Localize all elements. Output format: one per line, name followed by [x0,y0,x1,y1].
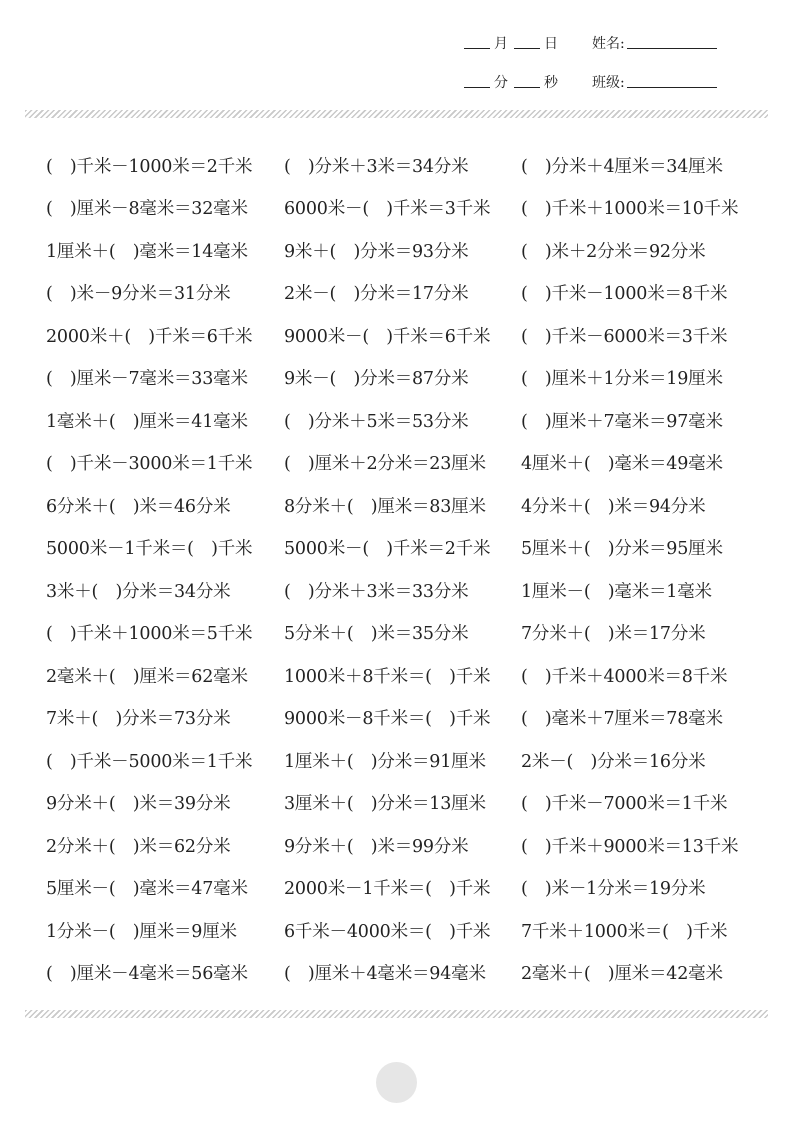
problem-item: 2000米－1千米＝( )千米 [284,879,491,900]
problem-item: ( )分米＋3米＝33分米 [284,581,469,602]
problem-item: 9分米＋( )米＝39分米 [46,794,231,815]
problem-grid [46,144,756,994]
problem-item: ( )千米＋1000米＝10千米 [521,199,739,220]
minute-label: 分 [494,75,508,91]
problem-item: ( )分米＋3米＝34分米 [284,156,469,177]
second-blank[interactable] [514,77,540,88]
worksheet-header [0,0,793,110]
problem-item: 5厘米－( )毫米＝47毫米 [46,879,248,900]
problem-item: ( )千米－1000米＝2千米 [46,156,253,177]
problem-item: 7千米＋1000米＝( )千米 [521,921,728,942]
problem-item: 1厘米－( )毫米＝1毫米 [521,581,712,602]
problem-item: 2米－( )分米＝16分米 [521,751,706,772]
problem-item: 9米－( )分米＝87分米 [284,369,469,390]
top-divider [25,110,768,118]
problem-item: 6千米－4000米＝( )千米 [284,921,491,942]
problem-item: 5000米－( )千米＝2千米 [284,539,491,560]
problem-row [46,654,756,697]
problem-row [46,272,756,315]
problem-row [46,867,756,910]
problem-item: ( )米＋2分米＝92分米 [521,241,706,262]
problem-item: 1000米＋8千米＝( )千米 [284,666,491,687]
problem-item: 9000米－( )千米＝6千米 [284,326,491,347]
problem-item: 3厘米＋( )分米＝13厘米 [284,794,486,815]
problem-row [46,399,756,442]
problem-item: ( )千米＋1000米＝5千米 [46,624,253,645]
problem-row [46,314,756,357]
minute-blank[interactable] [464,77,490,88]
name-field[interactable] [627,38,717,49]
problem-item: ( )千米＋4000米＝8千米 [521,666,728,687]
problem-row [46,229,756,272]
problem-item: ( )米－9分米＝31分米 [46,284,231,305]
problem-row [46,824,756,867]
problem-item: 8分米＋( )厘米＝83厘米 [284,496,486,517]
problem-item: 3米＋( )分米＝34分米 [46,581,231,602]
problem-row [46,952,756,995]
page-indicator [376,1062,417,1103]
problem-row [46,187,756,230]
problem-row [46,782,756,825]
problem-row [46,569,756,612]
class-label: 班级: [592,75,625,91]
problem-item: ( )千米－7000米＝1千米 [521,794,728,815]
problem-item: ( )厘米－4毫米＝56毫米 [46,964,248,985]
problem-item: ( )厘米＋4毫米＝94毫米 [284,964,486,985]
class-field[interactable] [627,77,717,88]
problem-item: 2分米＋( )米＝62分米 [46,836,231,857]
problem-item: ( )千米＋9000米＝13千米 [521,836,739,857]
problem-item: ( )厘米－8毫米＝32毫米 [46,199,248,220]
problem-row [46,357,756,400]
problem-item: 5000米－1千米＝( )千米 [46,539,253,560]
problem-item: 1厘米＋( )分米＝91厘米 [284,751,486,772]
problem-row [46,484,756,527]
day-blank[interactable] [514,38,540,49]
problem-item: 1厘米＋( )毫米＝14毫米 [46,241,248,262]
problem-item: 2000米＋( )千米＝6千米 [46,326,253,347]
problem-item: ( )米－1分米＝19分米 [521,879,706,900]
problem-item: 5分米＋( )米＝35分米 [284,624,469,645]
problem-item: 2毫米＋( )厘米＝62毫米 [46,666,248,687]
problem-item: 9米＋( )分米＝93分米 [284,241,469,262]
problem-item: 5厘米＋( )分米＝95厘米 [521,539,723,560]
problem-row [46,144,756,187]
problem-item: 7米＋( )分米＝73分米 [46,709,231,730]
problem-item: ( )千米－3000米＝1千米 [46,454,253,475]
problem-item: ( )千米－1000米＝8千米 [521,284,728,305]
second-label: 秒 [544,75,558,91]
bottom-divider [25,1010,768,1018]
name-label: 姓名: [592,36,625,52]
problem-item: ( )厘米＋1分米＝19厘米 [521,369,723,390]
problem-row [46,442,756,485]
problem-item: 4厘米＋( )毫米＝49毫米 [521,454,723,475]
problem-item: 6分米＋( )米＝46分米 [46,496,231,517]
problem-item: 4分米＋( )米＝94分米 [521,496,706,517]
problem-item: 2米－( )分米＝17分米 [284,284,469,305]
problem-item: 1分米－( )厘米＝9厘米 [46,921,237,942]
problem-item: 9分米＋( )米＝99分米 [284,836,469,857]
problem-row [46,697,756,740]
problem-item: 7分米＋( )米＝17分米 [521,624,706,645]
problem-item: ( )厘米－7毫米＝33毫米 [46,369,248,390]
problem-item: ( )千米－6000米＝3千米 [521,326,728,347]
problem-item: ( )厘米＋7毫米＝97毫米 [521,411,723,432]
problem-row [46,612,756,655]
problem-item: 2毫米＋( )厘米＝42毫米 [521,964,723,985]
problem-item: ( )分米＋5米＝53分米 [284,411,469,432]
problem-item: ( )分米＋4厘米＝34厘米 [521,156,723,177]
problem-item: 1毫米＋( )厘米＝41毫米 [46,411,248,432]
month-label: 月 [494,36,508,52]
problem-item: ( )毫米＋7厘米＝78毫米 [521,709,723,730]
problem-item: 6000米－( )千米＝3千米 [284,199,491,220]
time-class-row [464,72,717,92]
problem-row [46,909,756,952]
problem-item: ( )千米－5000米＝1千米 [46,751,253,772]
problem-item: 9000米－8千米＝( )千米 [284,709,491,730]
problem-row [46,527,756,570]
problem-item: ( )厘米＋2分米＝23厘米 [284,454,486,475]
date-name-row [464,33,717,53]
problem-row [46,739,756,782]
day-label: 日 [544,36,558,52]
month-blank[interactable] [464,38,490,49]
